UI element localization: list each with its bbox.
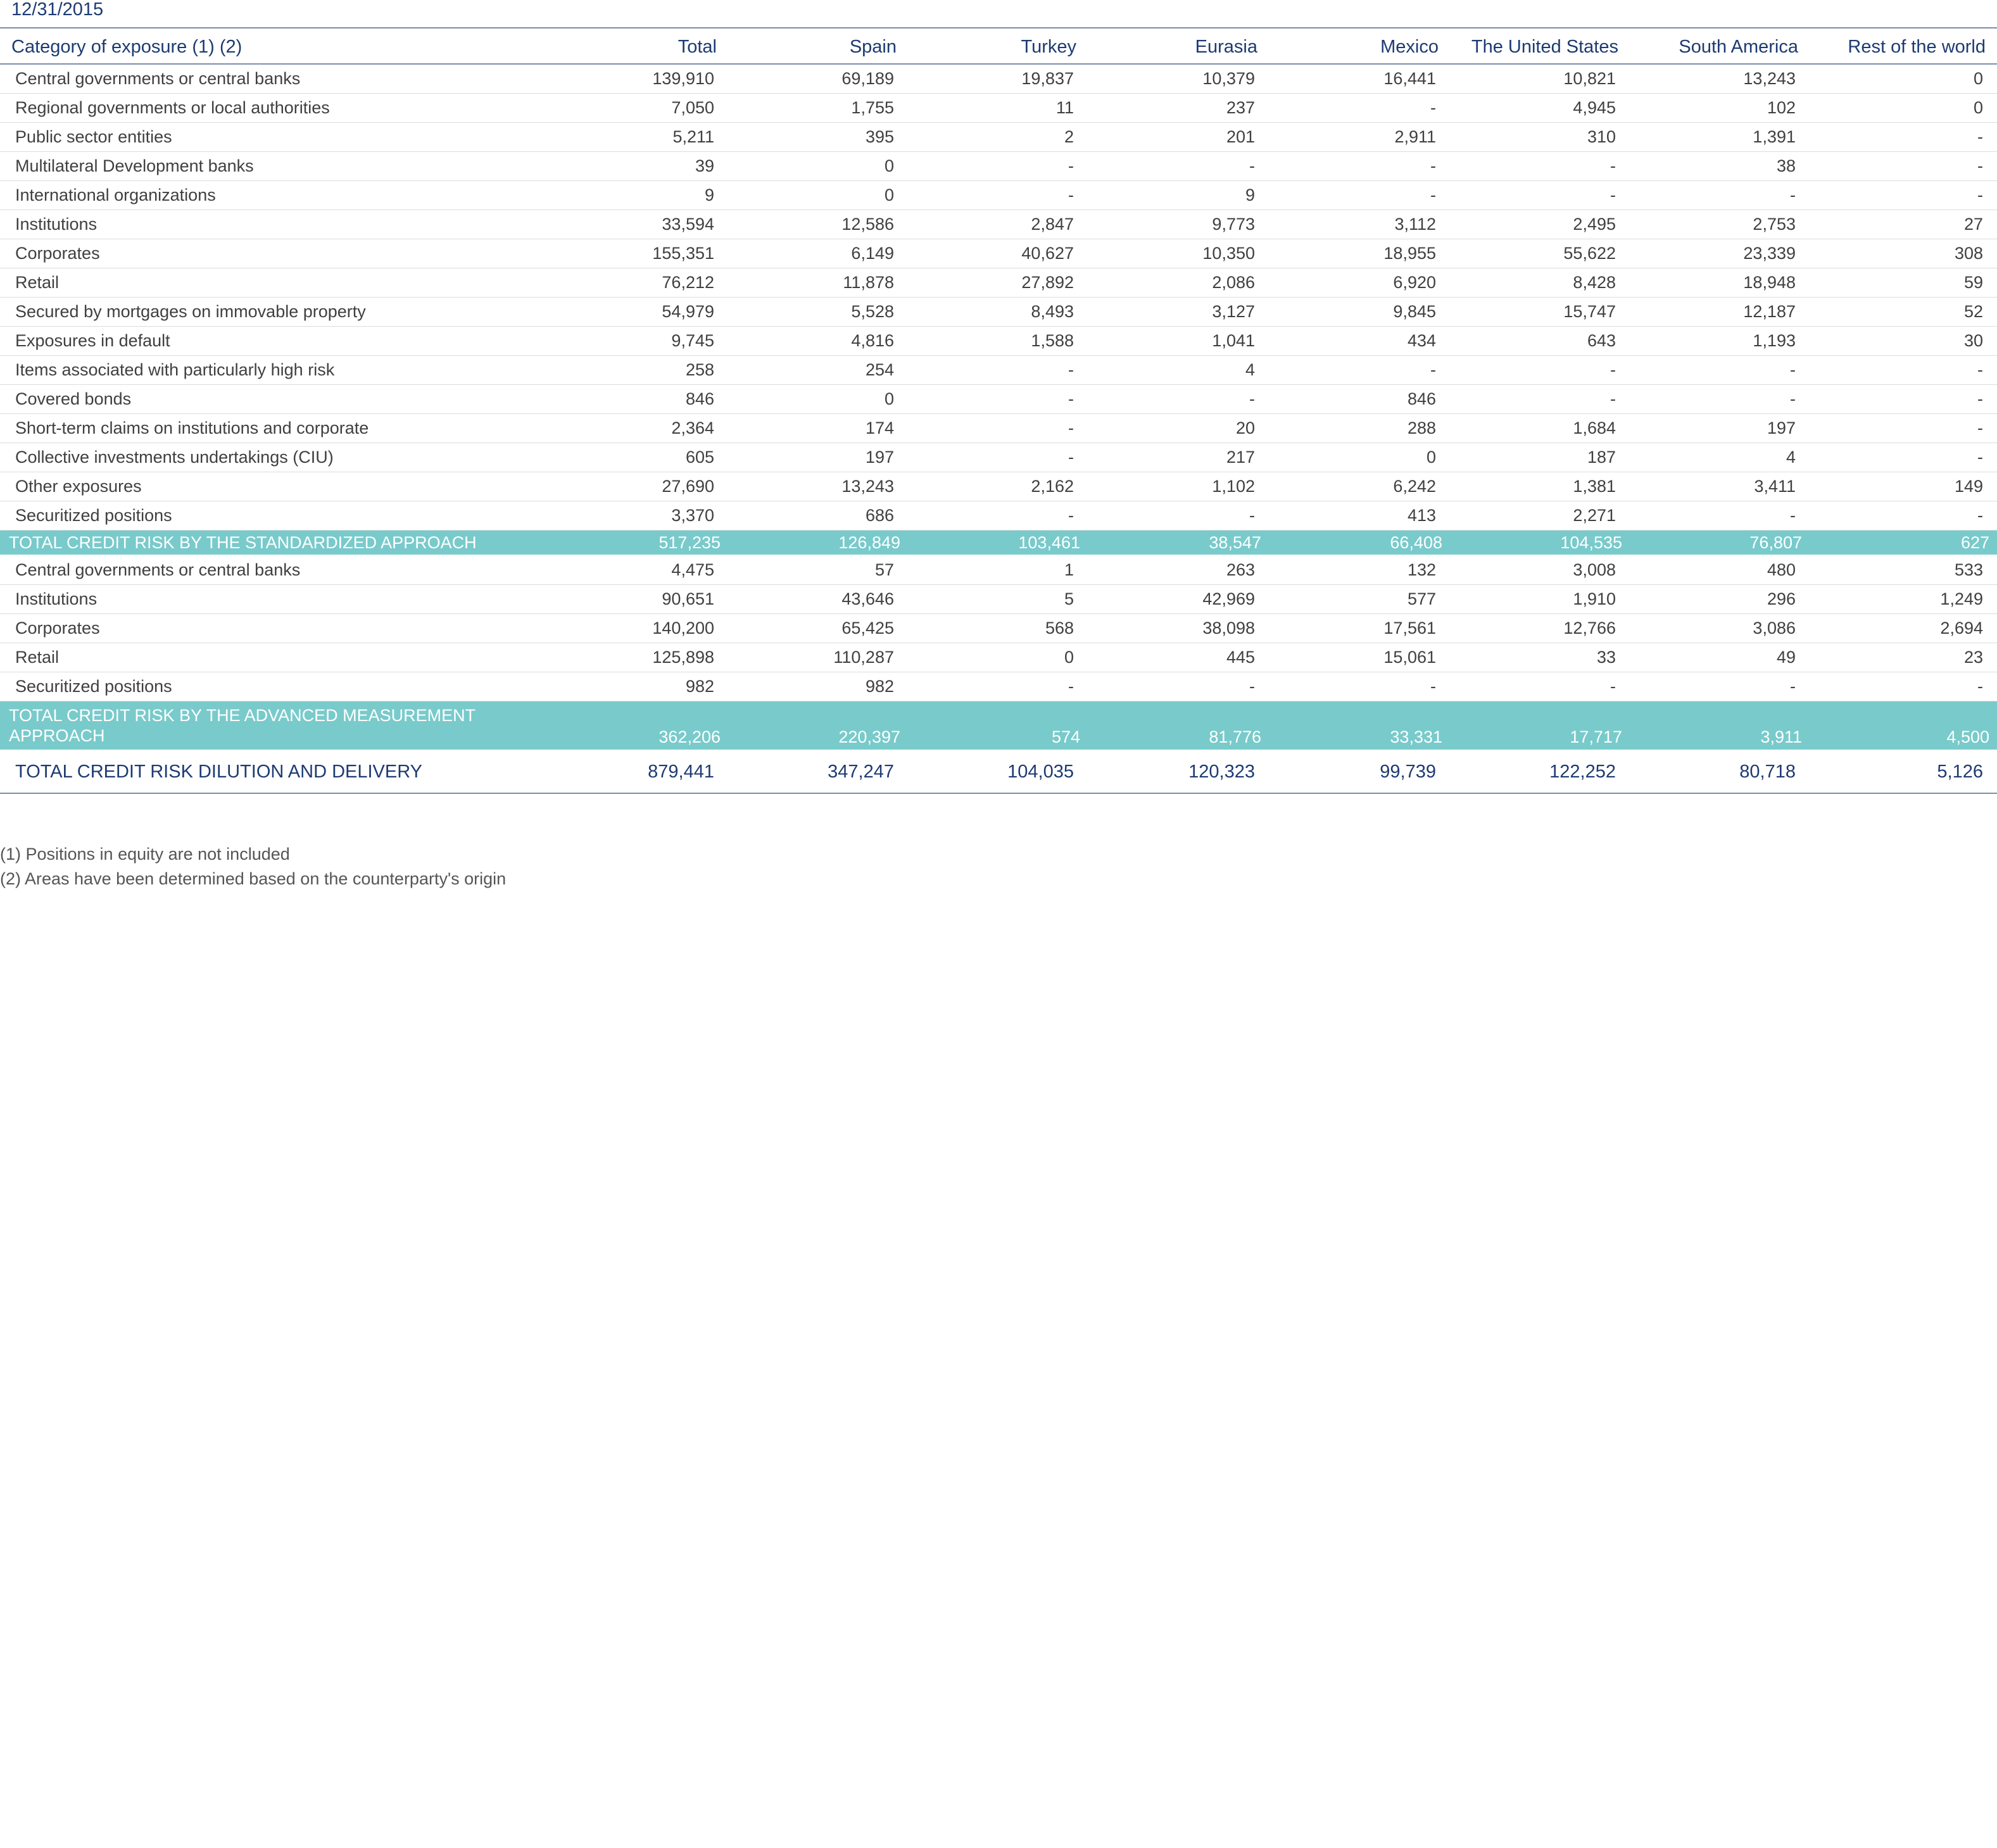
table-row: [0, 385, 1997, 414]
table-cell: 413: [1269, 501, 1450, 531]
table-cell: 643: [1450, 327, 1630, 356]
table-cell: 1: [908, 555, 1088, 585]
table-cell: 38,547: [1088, 531, 1269, 556]
table-cell: -: [908, 152, 1088, 181]
table-cell: 0: [1810, 64, 1997, 94]
row-label: Institutions: [0, 210, 564, 239]
table-cell: 69,189: [728, 64, 908, 94]
row-label: Institutions: [0, 585, 564, 614]
table-cell: 10,821: [1450, 64, 1630, 94]
table-cell: 102: [1630, 94, 1810, 123]
table-cell: 149: [1810, 472, 1997, 501]
table-cell: 0: [1810, 94, 1997, 123]
table-cell: -: [908, 414, 1088, 443]
table-cell: -: [1630, 501, 1810, 531]
table-cell: 9: [564, 181, 728, 210]
table-cell: 155,351: [564, 239, 728, 268]
table-cell: 258: [564, 356, 728, 385]
row-label: Central governments or central banks: [0, 64, 564, 94]
table-cell: 55,622: [1450, 239, 1630, 268]
table-row: [0, 472, 1997, 501]
table-cell: 18,955: [1269, 239, 1450, 268]
column-header: Eurasia: [1088, 30, 1269, 64]
report-date: 12/31/2015: [11, 0, 104, 20]
table-cell: 42,969: [1088, 585, 1269, 614]
table-cell: 27: [1810, 210, 1997, 239]
table-cell: 3,112: [1269, 210, 1450, 239]
table-cell: 627: [1810, 531, 1997, 556]
table-cell: 5,211: [564, 123, 728, 152]
table-row: [0, 298, 1997, 327]
table-cell: 11,878: [728, 268, 908, 298]
table-cell: 217: [1088, 443, 1269, 472]
table-cell: 6,149: [728, 239, 908, 268]
footnote: (2) Areas have been determined based on the counterparty's origin: [0, 869, 507, 888]
table-cell: -: [1630, 672, 1810, 701]
table-row: [0, 443, 1997, 472]
table-cell: 76,807: [1630, 531, 1810, 556]
row-label: Central governments or central banks: [0, 555, 564, 585]
table-cell: 254: [728, 356, 908, 385]
table-cell: -: [1810, 672, 1997, 701]
table-cell: 846: [1269, 385, 1450, 414]
table-cell: -: [1810, 501, 1997, 531]
table-cell: 445: [1088, 643, 1269, 672]
table-cell: 122,252: [1450, 750, 1630, 793]
table-header-row: [0, 30, 1997, 64]
table-cell: 982: [728, 672, 908, 701]
table-cell: 2,847: [908, 210, 1088, 239]
grand-total-row: [0, 750, 1997, 793]
table-cell: 846: [564, 385, 728, 414]
table-cell: 38: [1630, 152, 1810, 181]
table-cell: 0: [728, 181, 908, 210]
table-cell: -: [1810, 181, 1997, 210]
table-cell: 362,206: [564, 701, 728, 751]
table-cell: 27,690: [564, 472, 728, 501]
table-cell: 103,461: [908, 531, 1088, 556]
table-cell: 517,235: [564, 531, 728, 556]
table-cell: 125,898: [564, 643, 728, 672]
table-cell: 33: [1450, 643, 1630, 672]
table-cell: 80,718: [1630, 750, 1810, 793]
table-row: [0, 356, 1997, 385]
row-label: Secured by mortgages on immovable property: [0, 298, 564, 327]
table-cell: 57: [728, 555, 908, 585]
row-label: Corporates: [0, 614, 564, 643]
table-cell: 187: [1450, 443, 1630, 472]
table-cell: 52: [1810, 298, 1997, 327]
table-cell: 8,493: [908, 298, 1088, 327]
table-cell: 99,739: [1269, 750, 1450, 793]
table-cell: 1,755: [728, 94, 908, 123]
table-cell: 310: [1450, 123, 1630, 152]
table-cell: 4: [1630, 443, 1810, 472]
table-row: [0, 239, 1997, 268]
row-label: Items associated with particularly high risk: [0, 356, 564, 385]
table-cell: 1,249: [1810, 585, 1997, 614]
table-cell: 2,364: [564, 414, 728, 443]
table-cell: 81,776: [1088, 701, 1269, 751]
column-header: Spain: [728, 30, 908, 64]
table-cell: 263: [1088, 555, 1269, 585]
table-cell: 1,391: [1630, 123, 1810, 152]
table-cell: 27,892: [908, 268, 1088, 298]
table-cell: -: [1810, 414, 1997, 443]
table-cell: 574: [908, 701, 1088, 751]
table-cell: -: [1450, 181, 1630, 210]
table-cell: 2,086: [1088, 268, 1269, 298]
table-cell: 17,717: [1450, 701, 1630, 751]
table-cell: 65,425: [728, 614, 908, 643]
row-label: Covered bonds: [0, 385, 564, 414]
table-row: [0, 555, 1997, 585]
table-cell: 13,243: [1630, 64, 1810, 94]
table-cell: 43,646: [728, 585, 908, 614]
column-header: Category of exposure (1) (2): [0, 30, 564, 64]
table-cell: 104,535: [1450, 531, 1630, 556]
table-row: [0, 643, 1997, 672]
credit-risk-table: [0, 30, 1997, 794]
column-header: The United States: [1450, 30, 1630, 64]
table-row: [0, 268, 1997, 298]
row-label: Securitized positions: [0, 672, 564, 701]
table-cell: 15,061: [1269, 643, 1450, 672]
table-cell: 76,212: [564, 268, 728, 298]
table-row: [0, 123, 1997, 152]
advanced-total-row: [0, 701, 1997, 751]
table-cell: 2,753: [1630, 210, 1810, 239]
table-cell: 30: [1810, 327, 1997, 356]
table-cell: -: [1810, 443, 1997, 472]
column-header: Turkey: [908, 30, 1088, 64]
table-cell: -: [908, 672, 1088, 701]
table-cell: 12,187: [1630, 298, 1810, 327]
table-cell: 1,102: [1088, 472, 1269, 501]
table-cell: -: [1269, 152, 1450, 181]
table-cell: 13,243: [728, 472, 908, 501]
standardized-total-row: [0, 531, 1997, 556]
column-header: South America: [1630, 30, 1810, 64]
table-cell: -: [1630, 181, 1810, 210]
row-label: TOTAL CREDIT RISK BY THE ADVANCED MEASUREMENT APPROACH: [0, 701, 564, 751]
top-rule: [0, 27, 1997, 28]
table-cell: -: [1810, 123, 1997, 152]
table-cell: 0: [728, 385, 908, 414]
table-cell: 220,397: [728, 701, 908, 751]
column-header: Rest of the world: [1810, 30, 1997, 64]
footnote: (1) Positions in equity are not included: [0, 845, 290, 864]
table-cell: 1,910: [1450, 585, 1630, 614]
table-cell: 10,379: [1088, 64, 1269, 94]
table-cell: -: [1088, 152, 1269, 181]
table-cell: 54,979: [564, 298, 728, 327]
table-cell: -: [908, 356, 1088, 385]
row-label: Short-term claims on institutions and corporate: [0, 414, 564, 443]
table-cell: 9: [1088, 181, 1269, 210]
row-label: TOTAL CREDIT RISK DILUTION AND DELIVERY: [0, 750, 564, 793]
table-cell: 237: [1088, 94, 1269, 123]
table-cell: 3,411: [1630, 472, 1810, 501]
table-cell: 9,745: [564, 327, 728, 356]
table-row: [0, 94, 1997, 123]
table-cell: 15,747: [1450, 298, 1630, 327]
table-cell: 33,331: [1269, 701, 1450, 751]
table-cell: 104,035: [908, 750, 1088, 793]
table-cell: -: [1088, 501, 1269, 531]
table-cell: 49: [1630, 643, 1810, 672]
table-cell: 110,287: [728, 643, 908, 672]
table-cell: 4,500: [1810, 701, 1997, 751]
table-cell: -: [1450, 356, 1630, 385]
table-cell: 4,475: [564, 555, 728, 585]
table-cell: 6,242: [1269, 472, 1450, 501]
row-label: International organizations: [0, 181, 564, 210]
row-label: Collective investments undertakings (CIU): [0, 443, 564, 472]
table-cell: 982: [564, 672, 728, 701]
table-cell: 139,910: [564, 64, 728, 94]
table-cell: 0: [908, 643, 1088, 672]
table-cell: 480: [1630, 555, 1810, 585]
table-cell: 2,271: [1450, 501, 1630, 531]
table-cell: 1,381: [1450, 472, 1630, 501]
table-cell: -: [908, 443, 1088, 472]
table-body: [0, 64, 1997, 793]
table-cell: 5,126: [1810, 750, 1997, 793]
row-label: Multilateral Development banks: [0, 152, 564, 181]
table-cell: 1,684: [1450, 414, 1630, 443]
table-cell: 0: [1269, 443, 1450, 472]
table-cell: -: [1269, 181, 1450, 210]
table-cell: 3,370: [564, 501, 728, 531]
table-cell: 577: [1269, 585, 1450, 614]
table-cell: 3,127: [1088, 298, 1269, 327]
row-label: Securitized positions: [0, 501, 564, 531]
table-cell: -: [1450, 152, 1630, 181]
table-cell: -: [1810, 152, 1997, 181]
table-cell: 140,200: [564, 614, 728, 643]
table-cell: -: [1810, 385, 1997, 414]
table-cell: -: [1450, 385, 1630, 414]
table-cell: 38,098: [1088, 614, 1269, 643]
column-header: Total: [564, 30, 728, 64]
table-cell: -: [1810, 356, 1997, 385]
table-cell: 33,594: [564, 210, 728, 239]
table-cell: 3,008: [1450, 555, 1630, 585]
column-header: Mexico: [1269, 30, 1450, 64]
table-cell: 347,247: [728, 750, 908, 793]
table-cell: 66,408: [1269, 531, 1450, 556]
table-row: [0, 64, 1997, 94]
table-cell: -: [1630, 356, 1810, 385]
table-cell: 120,323: [1088, 750, 1269, 793]
table-cell: 6,920: [1269, 268, 1450, 298]
table-cell: 5: [908, 585, 1088, 614]
table-cell: 686: [728, 501, 908, 531]
table-cell: 12,586: [728, 210, 908, 239]
table-cell: 2,162: [908, 472, 1088, 501]
table-cell: 1,588: [908, 327, 1088, 356]
table-cell: 4: [1088, 356, 1269, 385]
table-row: [0, 210, 1997, 239]
table-cell: 7,050: [564, 94, 728, 123]
table-cell: 434: [1269, 327, 1450, 356]
table-row: [0, 614, 1997, 643]
table-cell: 2,694: [1810, 614, 1997, 643]
table-cell: 9,773: [1088, 210, 1269, 239]
table-cell: 605: [564, 443, 728, 472]
table-cell: 9,845: [1269, 298, 1450, 327]
table-cell: 296: [1630, 585, 1810, 614]
table-row: [0, 327, 1997, 356]
row-label: Retail: [0, 643, 564, 672]
table-cell: 18,948: [1630, 268, 1810, 298]
table-cell: 126,849: [728, 531, 908, 556]
table-cell: 197: [728, 443, 908, 472]
table-cell: 19,837: [908, 64, 1088, 94]
table-cell: 197: [1630, 414, 1810, 443]
table-row: [0, 152, 1997, 181]
table-cell: 8,428: [1450, 268, 1630, 298]
table-cell: 174: [728, 414, 908, 443]
table-cell: 4,816: [728, 327, 908, 356]
table-cell: 201: [1088, 123, 1269, 152]
table-row: [0, 414, 1997, 443]
table-cell: 12,766: [1450, 614, 1630, 643]
table-cell: 533: [1810, 555, 1997, 585]
table-cell: 10,350: [1088, 239, 1269, 268]
row-label: Regional governments or local authorities: [0, 94, 564, 123]
table-cell: 568: [908, 614, 1088, 643]
table-cell: 23: [1810, 643, 1997, 672]
table-cell: -: [1088, 385, 1269, 414]
table-cell: 308: [1810, 239, 1997, 268]
table-cell: 2: [908, 123, 1088, 152]
table-row: [0, 181, 1997, 210]
table-cell: 288: [1269, 414, 1450, 443]
table-row: [0, 672, 1997, 701]
table-cell: -: [908, 385, 1088, 414]
table-row: [0, 585, 1997, 614]
table-cell: -: [908, 181, 1088, 210]
row-label: Retail: [0, 268, 564, 298]
table-cell: 1,193: [1630, 327, 1810, 356]
table-cell: 39: [564, 152, 728, 181]
table-cell: 5,528: [728, 298, 908, 327]
row-label: Other exposures: [0, 472, 564, 501]
table-cell: 395: [728, 123, 908, 152]
table-cell: -: [1269, 672, 1450, 701]
table-cell: -: [908, 501, 1088, 531]
table-cell: 11: [908, 94, 1088, 123]
table-cell: 17,561: [1269, 614, 1450, 643]
table-cell: 0: [728, 152, 908, 181]
table-cell: 1,041: [1088, 327, 1269, 356]
table-cell: 2,911: [1269, 123, 1450, 152]
table-cell: 90,651: [564, 585, 728, 614]
table-cell: 59: [1810, 268, 1997, 298]
table-cell: 40,627: [908, 239, 1088, 268]
table-cell: 3,911: [1630, 701, 1810, 751]
table-cell: 4,945: [1450, 94, 1630, 123]
table-cell: 3,086: [1630, 614, 1810, 643]
table-cell: -: [1088, 672, 1269, 701]
table-cell: 132: [1269, 555, 1450, 585]
table-cell: 16,441: [1269, 64, 1450, 94]
table-cell: -: [1269, 356, 1450, 385]
table-cell: -: [1450, 672, 1630, 701]
row-label: Exposures in default: [0, 327, 564, 356]
row-label: Public sector entities: [0, 123, 564, 152]
table-row: [0, 501, 1997, 531]
table-cell: -: [1269, 94, 1450, 123]
table-cell: 2,495: [1450, 210, 1630, 239]
table-cell: 20: [1088, 414, 1269, 443]
table-cell: 23,339: [1630, 239, 1810, 268]
footnotes: [0, 842, 506, 891]
row-label: Corporates: [0, 239, 564, 268]
table-cell: 879,441: [564, 750, 728, 793]
table-cell: -: [1630, 385, 1810, 414]
row-label: TOTAL CREDIT RISK BY THE STANDARDIZED APPROACH: [0, 531, 564, 556]
